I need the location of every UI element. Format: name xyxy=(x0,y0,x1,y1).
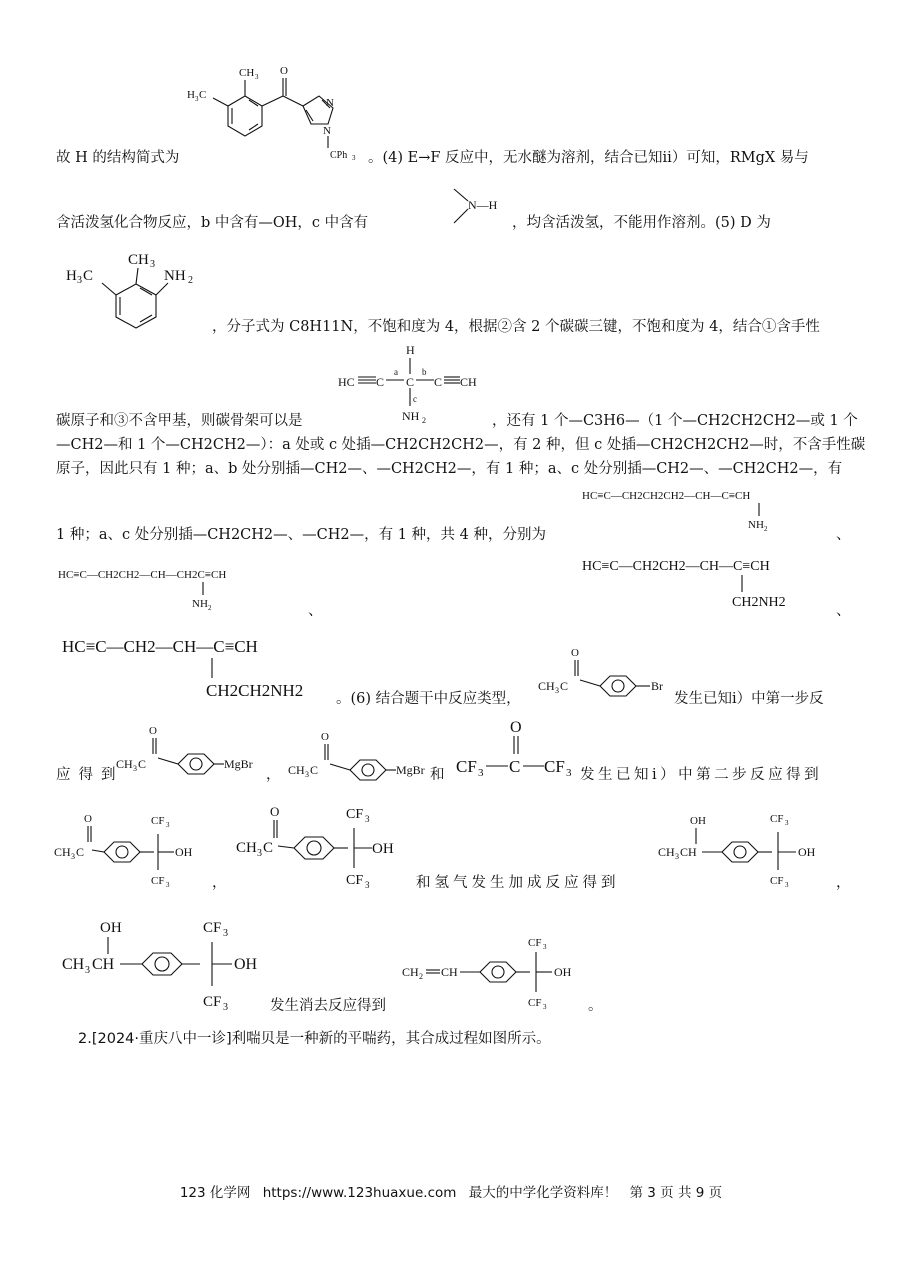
text-line-6: 原子，因此只有 1 种；a、b 处分别插—CH2—、—CH2CH2—，有 1 种；a、c 处分别插—CH2—、—CH2CH2—，有 xyxy=(56,461,843,477)
molecule-adduct-1 xyxy=(54,806,214,896)
svg-text:3: 3 xyxy=(223,928,228,939)
svg-text:CH: CH xyxy=(402,965,419,979)
text-line-12: 发生消去反应得到 xyxy=(270,998,386,1014)
svg-text:CH: CH xyxy=(128,252,149,268)
text-line-5: —CH2—和 1 个—CH2CH2—）：a 处或 c 处插—CH2CH2CH2—，有 2 种，但 c 处插—CH2CH2CH2—时，不含手性碳 xyxy=(56,437,866,453)
text-line-7: 1 种；a、c 处分别插—CH2CH2—、—CH2—，有 1 种，共 4 种，分别为 xyxy=(56,527,546,543)
svg-text:NH: NH xyxy=(192,598,208,610)
molecule-d-structure xyxy=(64,248,214,337)
svg-text:CH2CH2NH2: CH2CH2NH2 xyxy=(206,681,304,700)
svg-text:O: O xyxy=(270,804,280,819)
svg-text:CH: CH xyxy=(658,845,675,859)
text-line-3: ，分子式为 C8H11N，不饱和度为 4，根据②含 2 个碳碳三键，不饱和度为 4，结合①含手性 xyxy=(212,319,820,335)
svg-text:3: 3 xyxy=(675,852,679,861)
svg-text:OH: OH xyxy=(100,920,122,936)
svg-text:CF: CF xyxy=(456,757,477,776)
svg-text:N—H: N—H xyxy=(468,198,498,212)
page-footer xyxy=(0,1181,902,1201)
svg-text:CF: CF xyxy=(151,875,165,887)
svg-text:CF: CF xyxy=(770,875,784,887)
svg-text:3: 3 xyxy=(150,259,155,270)
molecule-bromoacetophenone xyxy=(538,640,674,704)
svg-text:HC≡C—CH2CH2—CH—C≡CH: HC≡C—CH2CH2—CH—C≡CH xyxy=(582,559,770,574)
text-line-10c: 和 xyxy=(430,767,445,783)
svg-text:CPh: CPh xyxy=(330,150,348,161)
svg-text:3: 3 xyxy=(133,764,137,773)
svg-text:OH: OH xyxy=(175,845,193,859)
molecule-h-structure xyxy=(185,58,356,167)
svg-text:C: C xyxy=(263,840,274,856)
svg-text:3: 3 xyxy=(166,881,170,889)
svg-text:H: H xyxy=(406,343,415,357)
svg-text:CF: CF xyxy=(528,997,542,1009)
svg-text:NH: NH xyxy=(748,519,764,531)
svg-text:CH: CH xyxy=(680,845,697,859)
svg-text:HC≡C—CH2CH2—CH—CH2C≡CH: HC≡C—CH2CH2—CH—CH2C≡CH xyxy=(58,569,227,581)
text-line-4a: 碳原子和③不含甲基，则碳骨架可以是 xyxy=(56,413,303,429)
svg-text:CH2NH2: CH2NH2 xyxy=(732,595,786,610)
text-line-10d: 发生已知ⅰ）中第二步反应得到 xyxy=(580,767,823,783)
svg-text:3: 3 xyxy=(478,767,484,779)
isomer-2 xyxy=(58,565,308,619)
svg-text:2: 2 xyxy=(208,604,212,612)
svg-text:CF: CF xyxy=(770,813,784,825)
svg-text:2: 2 xyxy=(188,275,193,286)
separator-1: 、 xyxy=(836,527,851,543)
svg-text:3: 3 xyxy=(352,154,356,162)
text-line-1b: 。(4) E→F 反应中，无水醚为溶剂，结合已知ⅱ）可知，RMgX 易与 xyxy=(368,150,809,166)
svg-text:3: 3 xyxy=(85,965,90,976)
svg-text:3: 3 xyxy=(71,852,75,861)
svg-text:CF: CF xyxy=(528,937,542,949)
svg-text:3: 3 xyxy=(555,686,559,695)
footer-url[interactable]: https://www.123huaxue.com xyxy=(262,1185,457,1201)
text-line-2a: 含活泼氢化合物反应，b 中含有—OH，c 中含有 xyxy=(56,215,369,231)
svg-text:O: O xyxy=(280,65,288,77)
svg-text:C: C xyxy=(138,757,147,771)
svg-text:O: O xyxy=(571,647,579,659)
molecule-carbon-skeleton xyxy=(336,340,496,434)
svg-text:H: H xyxy=(66,268,77,284)
svg-text:OH: OH xyxy=(372,841,394,857)
svg-text:c: c xyxy=(413,394,417,404)
molecule-nh-fragment xyxy=(450,185,510,234)
svg-text:O: O xyxy=(149,725,157,737)
footer-slogan: 最大的中学化学资料库！ xyxy=(468,1185,618,1201)
isomer-1 xyxy=(582,486,832,540)
svg-text:2: 2 xyxy=(422,416,426,425)
svg-text:O: O xyxy=(321,731,329,743)
svg-text:HC: HC xyxy=(338,375,355,389)
molecule-hexafluoroacetone xyxy=(456,716,586,784)
svg-text:CH: CH xyxy=(538,679,555,693)
separator-2: 、 xyxy=(308,603,323,619)
text-line-9: 。(6) 结合题干中反应类型， xyxy=(336,691,521,707)
svg-text:Br: Br xyxy=(651,679,663,693)
molecule-adduct-2 xyxy=(236,800,416,896)
footer-site: 123 化学网 xyxy=(179,1185,251,1201)
svg-text:CH: CH xyxy=(460,375,477,389)
molecule-alkene-product xyxy=(402,932,592,1018)
svg-text:CF: CF xyxy=(203,920,222,936)
svg-text:C: C xyxy=(376,375,385,389)
svg-text:C: C xyxy=(560,679,569,693)
svg-text:CF: CF xyxy=(346,807,364,822)
molecule-alcohol-1 xyxy=(658,806,838,896)
svg-text:OH: OH xyxy=(554,965,572,979)
isomer-4 xyxy=(62,634,342,704)
svg-text:3: 3 xyxy=(785,881,789,889)
svg-text:3: 3 xyxy=(543,943,547,951)
separator-3: 、 xyxy=(836,603,851,619)
svg-text:MgBr: MgBr xyxy=(396,763,425,777)
text-line-1a: 故 H 的结构简式为 xyxy=(56,150,180,166)
svg-text:3: 3 xyxy=(166,821,170,829)
svg-text:3: 3 xyxy=(257,848,262,859)
svg-text:C: C xyxy=(76,845,85,859)
text-line-11c: 和氢气发生加成反应得到 xyxy=(416,875,620,891)
svg-text:OH: OH xyxy=(798,845,816,859)
problem-2-statement: 2.[2024·重庆八中一诊]利喘贝是一种新的平喘药，其合成过程如图所示。 xyxy=(78,1031,551,1047)
svg-text:NH: NH xyxy=(164,268,186,284)
svg-text:3: 3 xyxy=(566,767,572,779)
molecule-alcohol-2 xyxy=(62,914,282,1016)
svg-text:CH: CH xyxy=(92,956,115,973)
svg-text:3: 3 xyxy=(195,95,199,103)
svg-text:CH: CH xyxy=(441,965,458,979)
svg-text:C: C xyxy=(310,763,319,777)
svg-text:2: 2 xyxy=(419,972,423,981)
svg-text:CH: CH xyxy=(288,763,305,777)
text-line-10b: ， xyxy=(266,767,281,783)
svg-text:3: 3 xyxy=(785,819,789,827)
svg-text:C: C xyxy=(406,375,415,389)
svg-text:3: 3 xyxy=(223,1002,228,1013)
text-line-9b: 发生已知ⅰ）中第一步反 xyxy=(674,691,824,707)
svg-text:H: H xyxy=(187,89,195,101)
svg-text:3: 3 xyxy=(305,770,309,779)
text-line-12b: 。 xyxy=(588,998,603,1014)
svg-text:3: 3 xyxy=(365,880,370,890)
svg-text:3: 3 xyxy=(255,73,259,81)
svg-text:MgBr: MgBr xyxy=(224,757,253,771)
svg-text:3: 3 xyxy=(543,1003,547,1011)
svg-text:C: C xyxy=(434,375,443,389)
svg-text:2: 2 xyxy=(764,525,768,533)
text-line-11b: ， xyxy=(212,875,227,891)
svg-text:C: C xyxy=(199,89,207,101)
svg-text:3: 3 xyxy=(77,275,82,286)
svg-text:CH: CH xyxy=(236,840,257,856)
svg-text:CH: CH xyxy=(116,757,133,771)
svg-text:CF: CF xyxy=(544,757,565,776)
svg-text:C: C xyxy=(509,757,521,776)
svg-text:HC≡C—CH2CH2CH2—CH—C≡CH: HC≡C—CH2CH2CH2—CH—C≡CH xyxy=(582,490,751,502)
svg-text:a: a xyxy=(394,367,398,377)
svg-text:CH: CH xyxy=(239,67,255,79)
text-line-11d: ， xyxy=(836,875,851,891)
svg-text:CH: CH xyxy=(54,845,71,859)
svg-text:O: O xyxy=(510,719,522,736)
svg-text:OH: OH xyxy=(234,956,258,973)
svg-text:OH: OH xyxy=(690,815,706,827)
svg-text:NH: NH xyxy=(402,409,420,423)
text-line-2b: ，均含活泼氢，不能用作溶剂。(5) D 为 xyxy=(512,215,771,231)
svg-text:O: O xyxy=(84,813,92,825)
svg-text:N: N xyxy=(326,97,334,109)
molecule-grignard-1 xyxy=(116,718,266,782)
text-line-4b: ，还有 1 个—C3H6—（1 个—CH2CH2CH2—或 1 个 xyxy=(492,413,858,429)
svg-text:CF: CF xyxy=(203,994,222,1010)
footer-page-number: 第 3 页 共 9 页 xyxy=(629,1185,723,1201)
svg-text:CH: CH xyxy=(62,956,85,973)
text-line-10a: 应得到 xyxy=(56,767,124,783)
svg-text:C: C xyxy=(83,268,94,284)
svg-text:HC≡C—CH2—CH—C≡CH: HC≡C—CH2—CH—C≡CH xyxy=(62,637,258,656)
svg-text:CF: CF xyxy=(346,873,364,888)
svg-text:CF: CF xyxy=(151,815,165,827)
svg-text:N: N xyxy=(323,125,331,137)
molecule-grignard-2 xyxy=(288,724,438,788)
svg-text:b: b xyxy=(422,367,427,377)
isomer-3 xyxy=(582,554,832,616)
svg-text:3: 3 xyxy=(365,814,370,824)
